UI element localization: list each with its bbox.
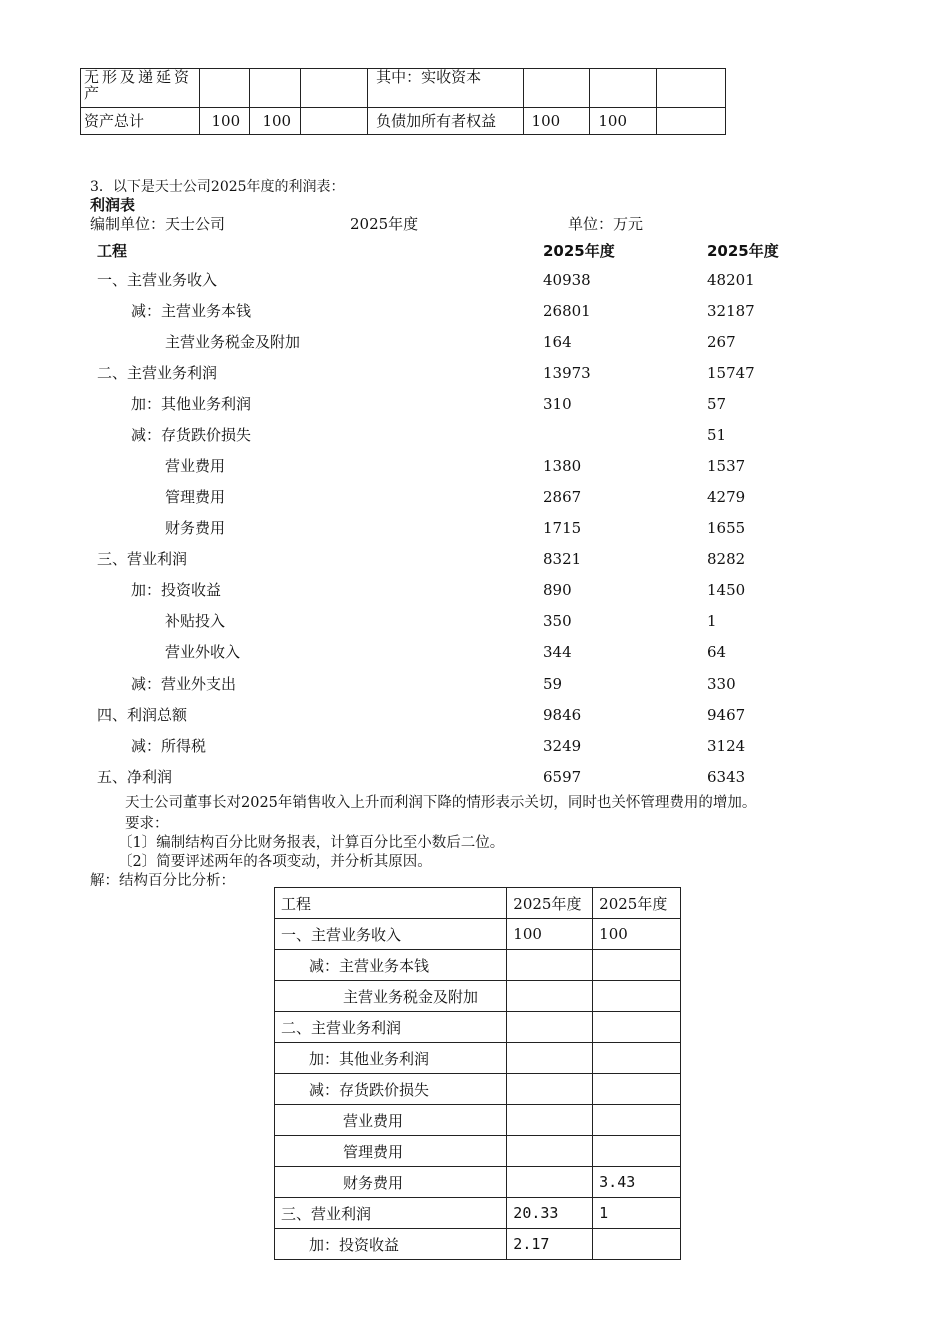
row-value-year2: 4279	[707, 488, 746, 506]
table-row	[0, 705, 950, 736]
row-label: 加：其他业务利润	[131, 395, 252, 413]
row-value-year2: 51	[707, 426, 727, 444]
table-row	[0, 487, 950, 518]
row-label: 三、营业利润	[97, 550, 188, 568]
row-value-year2: 32187	[707, 302, 755, 320]
table-row	[275, 919, 681, 950]
table-row	[275, 1074, 681, 1105]
table-cell	[507, 1074, 593, 1105]
row-value-year2: 57	[707, 395, 727, 413]
table-cell	[593, 950, 681, 981]
structure-percentage-table	[274, 887, 681, 1260]
table-cell: 加：投资收益	[275, 1229, 507, 1260]
row-label: 减：存货跌价损失	[131, 426, 252, 444]
row-value-year1: 8321	[543, 550, 582, 568]
row-value-year2: 9467	[707, 706, 746, 724]
table-header-cell: 2025年度	[507, 888, 593, 919]
table-row	[0, 425, 950, 456]
table-row	[0, 611, 950, 642]
table-cell	[590, 69, 657, 108]
table-cell	[301, 69, 368, 108]
row-label: 营业费用	[165, 457, 226, 475]
statement-org: 编制单位：天士公司	[90, 215, 226, 233]
column-header-year2: 2025年度	[707, 242, 779, 260]
table-cell	[593, 1074, 681, 1105]
table-row	[0, 363, 950, 394]
balance-sheet-fragment	[80, 68, 726, 135]
row-value-year2: 1655	[707, 519, 746, 537]
table-cell	[593, 1043, 681, 1074]
row-value-year2: 1537	[707, 457, 746, 475]
statement-title: 利润表	[90, 196, 136, 214]
table-row	[0, 736, 950, 767]
table-row	[275, 1012, 681, 1043]
requirement-1: 〔1〕编制结构百分比财务报表，计算百分比至小数后二位。	[118, 835, 505, 851]
table-cell	[593, 1136, 681, 1167]
table-cell: 加：其他业务利润	[275, 1043, 507, 1074]
row-label: 四、利润总额	[97, 706, 188, 724]
row-label: 减：主营业务本钱	[131, 302, 252, 320]
row-label: 主营业务税金及附加	[165, 333, 301, 351]
row-label: 减：所得税	[131, 737, 207, 755]
row-value-year2: 1450	[707, 581, 746, 599]
table-cell: 100	[590, 108, 657, 135]
table-cell	[199, 69, 250, 108]
row-value-year2: 330	[707, 675, 736, 693]
statement-unit: 单位：万元	[568, 215, 644, 233]
table-cell: 20.33	[507, 1198, 593, 1229]
row-value-year1: 350	[543, 612, 572, 630]
column-header-year1: 2025年度	[543, 242, 615, 260]
row-label: 一、主营业务收入	[97, 271, 218, 289]
table-cell	[507, 1043, 593, 1074]
table-cell: 二、主营业务利润	[275, 1012, 507, 1043]
table-row	[81, 69, 726, 108]
row-value-year1: 344	[543, 643, 572, 661]
table-cell: 减：主营业务本钱	[275, 950, 507, 981]
table-cell: 一、主营业务收入	[275, 919, 507, 950]
row-label: 二、主营业务利润	[97, 364, 218, 382]
statement-year: 2025年度	[350, 215, 419, 233]
table-row	[275, 1198, 681, 1229]
row-value-year2: 3124	[707, 737, 746, 755]
row-value-year1: 2867	[543, 488, 582, 506]
table-cell: 2.17	[507, 1229, 593, 1260]
table-row	[0, 549, 950, 580]
row-value-year1: 1380	[543, 457, 582, 475]
row-value-year1: 310	[543, 395, 572, 413]
table-cell	[507, 1136, 593, 1167]
row-value-year1: 26801	[543, 302, 591, 320]
table-row	[0, 674, 950, 705]
table-cell	[657, 108, 726, 135]
table-row	[275, 1167, 681, 1198]
table-row	[0, 394, 950, 425]
table-row	[275, 1136, 681, 1167]
table-cell: 1	[593, 1198, 681, 1229]
row-value-year2: 6343	[707, 768, 746, 786]
table-row	[0, 332, 950, 363]
table-cell: 减：存货跌价损失	[275, 1074, 507, 1105]
table-row	[275, 1043, 681, 1074]
narrative-paragraph: 天士公司董事长对2025年销售收入上升而利润下降的情形表示关切，同时也关怀管理费用的增加。	[125, 795, 757, 811]
row-value-year1: 164	[543, 333, 572, 351]
table-cell	[507, 950, 593, 981]
table-cell: 3.43	[593, 1167, 681, 1198]
row-value-year1: 1715	[543, 519, 582, 537]
table-cell: 100	[593, 919, 681, 950]
row-label: 营业外收入	[165, 643, 241, 661]
table-cell: 100	[523, 108, 590, 135]
table-row	[275, 981, 681, 1012]
table-row	[0, 518, 950, 549]
table-cell: 管理费用	[275, 1136, 507, 1167]
table-cell: 100	[507, 919, 593, 950]
row-value-year1: 40938	[543, 271, 591, 289]
table-cell	[593, 1012, 681, 1043]
table-row	[0, 580, 950, 611]
table-cell: 营业费用	[275, 1105, 507, 1136]
table-cell: 100	[250, 108, 301, 135]
row-value-year2: 48201	[707, 271, 755, 289]
table-cell	[507, 981, 593, 1012]
table-cell	[523, 69, 590, 108]
table-row	[81, 108, 726, 135]
question-intro: 3．以下是天士公司2025年度的利润表：	[90, 179, 345, 195]
table-row	[0, 270, 950, 301]
row-value-year2: 64	[707, 643, 727, 661]
row-value-year1: 6597	[543, 768, 582, 786]
table-cell: 主营业务税金及附加	[275, 981, 507, 1012]
table-row	[0, 456, 950, 487]
table-header-cell: 2025年度	[593, 888, 681, 919]
table-cell	[657, 69, 726, 108]
table-cell	[507, 1167, 593, 1198]
row-value-year1: 59	[543, 675, 563, 693]
row-label: 五、净利润	[97, 768, 173, 786]
table-row	[275, 1105, 681, 1136]
requirement-2: 〔2〕简要评述两年的各项变动，并分析其原因。	[118, 854, 432, 870]
table-cell: 三、营业利润	[275, 1198, 507, 1229]
table-cell: 资产总计	[81, 108, 200, 135]
row-value-year2: 8282	[707, 550, 746, 568]
row-label: 加：投资收益	[131, 581, 222, 599]
row-value-year1: 13973	[543, 364, 591, 382]
table-cell: 100	[199, 108, 250, 135]
table-cell	[593, 981, 681, 1012]
row-label: 减：营业外支出	[131, 675, 237, 693]
row-value-year2: 1	[707, 612, 717, 630]
row-value-year1: 3249	[543, 737, 582, 755]
table-cell	[507, 1012, 593, 1043]
answer-label: 解：结构百分比分析：	[90, 873, 235, 889]
table-cell: 负债加所有者权益	[368, 108, 523, 135]
requirements-label: 要求：	[125, 816, 169, 832]
table-header-cell: 工程	[275, 888, 507, 919]
table-cell: 财务费用	[275, 1167, 507, 1198]
table-row	[0, 301, 950, 332]
table-cell	[593, 1229, 681, 1260]
table-cell	[593, 1105, 681, 1136]
table-header-row	[275, 888, 681, 919]
table-row	[275, 1229, 681, 1260]
table-row	[275, 950, 681, 981]
row-value-year2: 15747	[707, 364, 755, 382]
row-value-year1: 9846	[543, 706, 582, 724]
table-row	[0, 642, 950, 673]
row-value-year2: 267	[707, 333, 736, 351]
row-label: 管理费用	[165, 488, 226, 506]
table-cell: 其中：实收资本	[368, 69, 523, 108]
row-value-year1: 890	[543, 581, 572, 599]
table-cell	[301, 108, 368, 135]
table-cell: 无形及递延资产	[81, 69, 200, 108]
column-header-item: 工程	[97, 242, 128, 260]
table-cell	[507, 1105, 593, 1136]
row-label: 财务费用	[165, 519, 226, 537]
table-cell	[250, 69, 301, 108]
row-label: 补贴投入	[165, 612, 226, 630]
